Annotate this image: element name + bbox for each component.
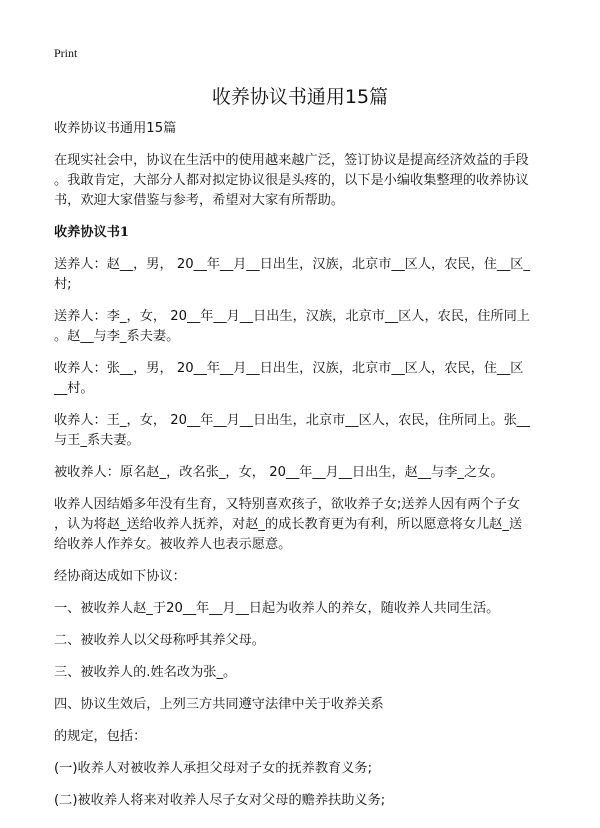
paragraph (54, 599, 554, 619)
paragraph (54, 727, 554, 747)
text-line: 的规定，包括： (54, 729, 147, 744)
text-line: 收养人：张__，男， 20__年__月__日出生，汉族，北京市__区人，农民，住__区 (54, 361, 524, 376)
paragraph (54, 119, 554, 139)
paragraph (54, 255, 554, 295)
text-line: 村; (54, 277, 72, 292)
text-line: 。赵__与李_系夫妻。 (54, 329, 180, 344)
paragraph (54, 567, 554, 587)
paragraph (54, 359, 554, 399)
text-line: 二、被收养人以父母称呼其养父母。 (54, 633, 265, 648)
text-line: (二)被收养人将来对收养人尽子女对父母的赡养扶助义务; (54, 793, 386, 808)
paragraph (54, 411, 554, 451)
text-line: __村。 (54, 381, 94, 396)
paragraph (54, 463, 554, 483)
text-line: 三、被收养人的.姓名改为张_。 (54, 665, 237, 680)
text-line: 送养人：赵__，男， 20__年__月__日出生，汉族，北京市__区人，农民，住__区_ (54, 257, 530, 272)
print-link[interactable]: Print (54, 46, 78, 60)
text-line: 在现实社会中，协议在生活中的使用越来越广泛，签订协议是提高经济效益的手段 (54, 153, 529, 168)
text-line: 一、被收养人赵_于20__年__月__日起为收养人的养女，随收养人共同生活。 (54, 601, 500, 616)
text-line: 。我敢肯定，大部分人都对拟定协议很是头疼的，以下是小编收集整理的收养协议 (54, 173, 529, 188)
paragraph (54, 631, 554, 651)
document-body (54, 119, 554, 823)
text-line: 收养人：王_，女， 20__年__月__日出生，北京市__区人，农民，住所同上。张__ (54, 413, 530, 428)
text-line: 与王_系夫妻。 (54, 433, 140, 448)
page-title: 收养协议书通用15篇 (211, 86, 389, 108)
paragraph (54, 759, 554, 779)
section-heading (54, 223, 554, 243)
text-line: 四、协议生效后，上列三方共同遵守法律中关于收养关系 (54, 697, 384, 712)
text-line: ，认为将赵_送给收养人抚养，对赵_的成长教育更为有利，所以愿意将女儿赵_送 (54, 517, 523, 532)
text-line: 书，欢迎大家借鉴与参考，希望对大家有所帮助。 (54, 193, 345, 208)
text-line: (一)收养人对被收养人承担父母对子女的抚养教育义务; (54, 761, 373, 776)
paragraph (54, 695, 554, 715)
text-line: 收养协议书通用15篇 (54, 121, 177, 136)
paragraph (54, 791, 554, 811)
text-line: 收养协议书1 (54, 225, 130, 240)
text-line: 给收养人作养女。被收养人也表示愿意。 (54, 537, 292, 552)
text-line: 被收养人：原名赵_，改名张_，女， 20__年__月__日出生，赵__与李_之女。 (54, 465, 504, 480)
paragraph (54, 307, 554, 347)
paragraph (54, 495, 554, 555)
paragraph (54, 663, 554, 683)
text-line: 经协商达成如下协议： (54, 569, 186, 584)
paragraph (54, 151, 554, 211)
text-line: 送养人：李_，女， 20__年__月__日出生，汉族，北京市__区人，农民，住所同上 (54, 309, 530, 324)
text-line: 收养人因结婚多年没有生育，又特别喜欢孩子，欲收养子女;送养人因有两个子女 (54, 497, 521, 512)
